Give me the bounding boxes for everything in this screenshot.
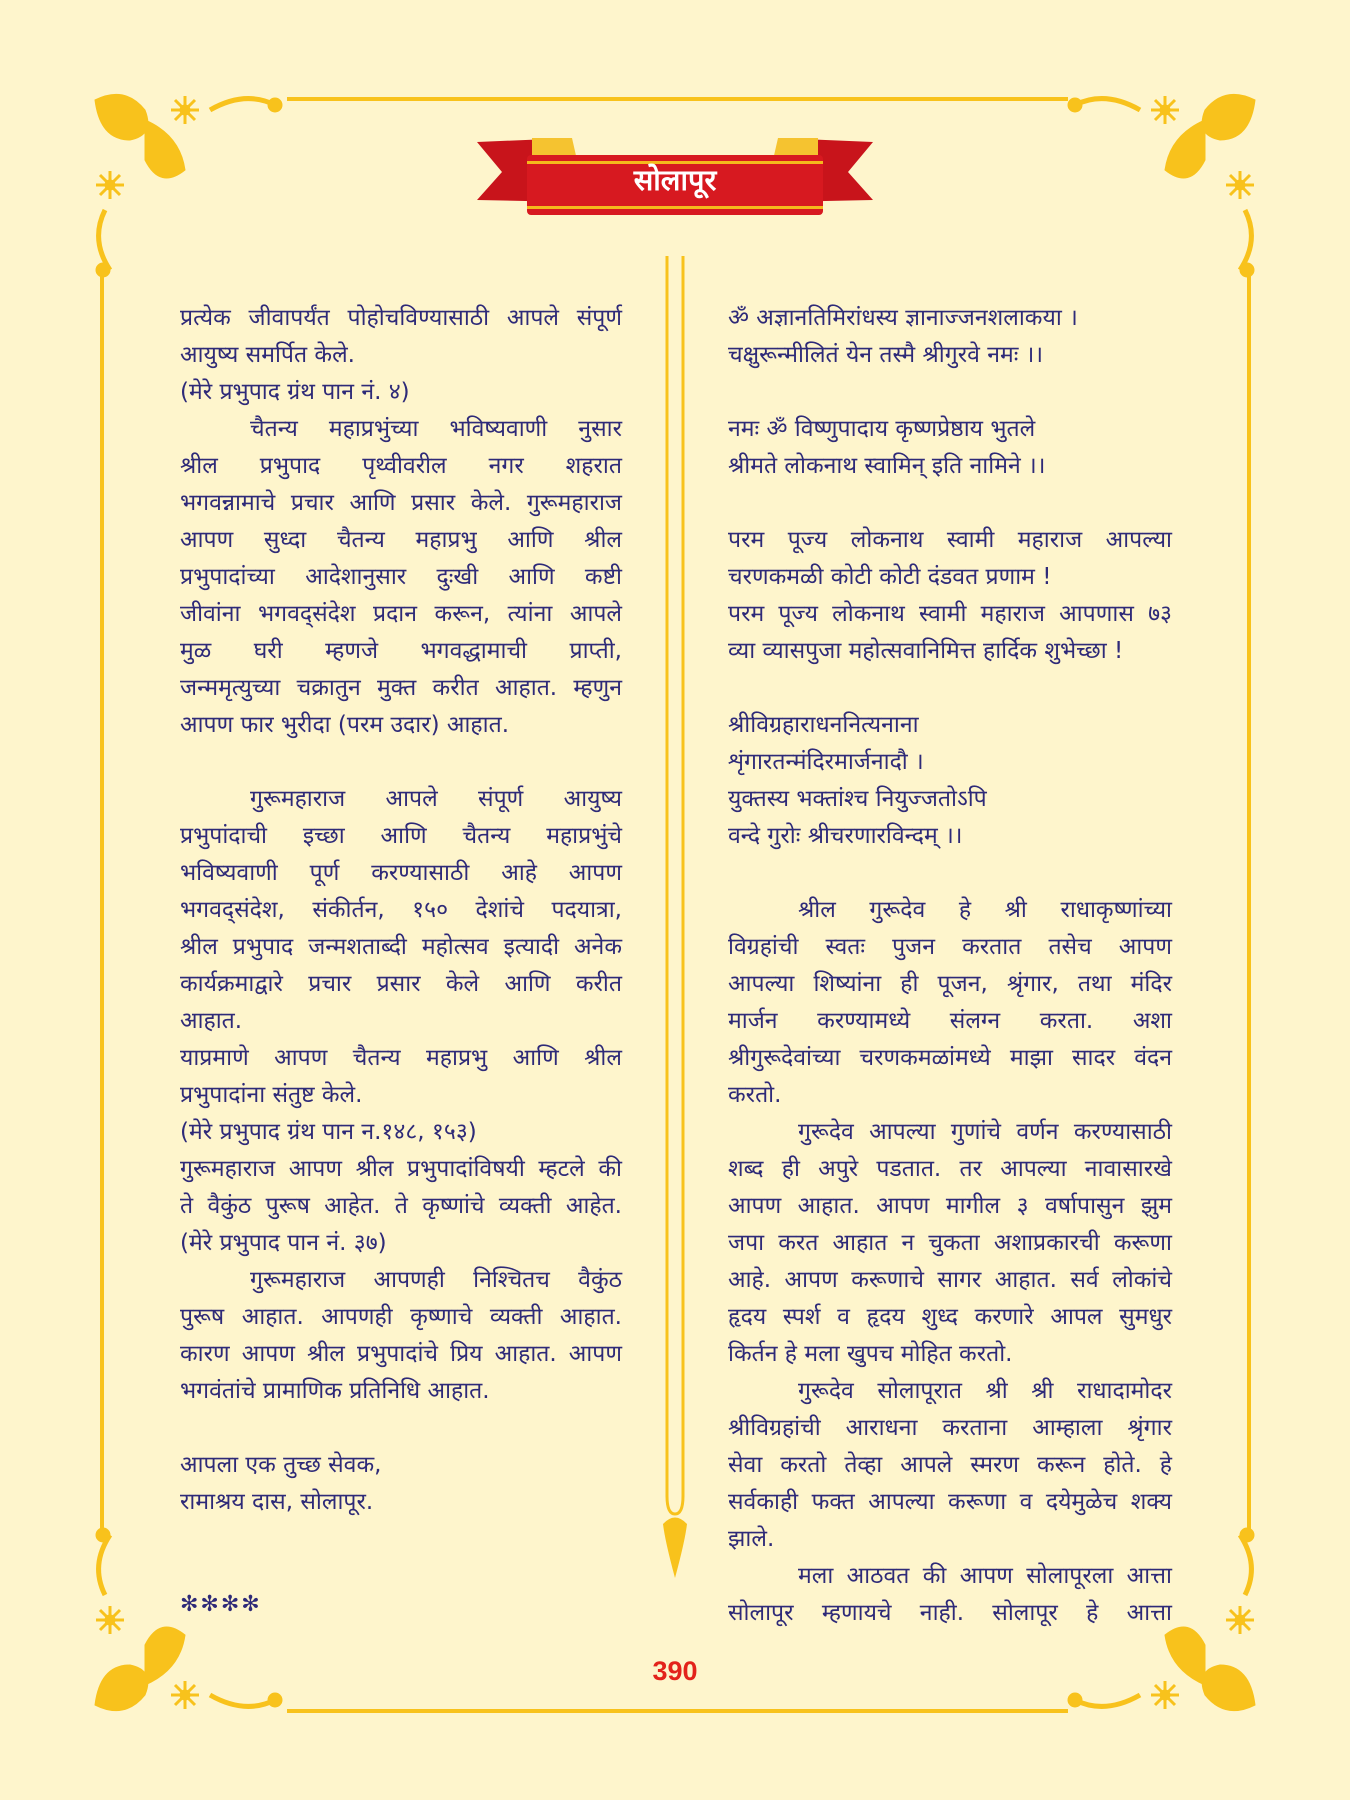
text-line: युक्तस्य भक्तांश्च नियुज्जतोऽपि xyxy=(728,786,987,812)
text-line: ॐ अज्ञानतिमिरांधस्य ज्ञानाज्जनशलाकया । xyxy=(728,305,1078,331)
border-bottom xyxy=(287,1709,1068,1713)
end-mark: ✻✻✻✻ xyxy=(180,1592,262,1617)
text-line: आपण आहात. आपण मागील ३ वर्षापासुन झुम xyxy=(728,1193,1172,1219)
text-line: हृदय स्पर्श व हृदय शुध्द करणारे आपल सुमधुर xyxy=(728,1304,1172,1330)
text-line: जन्ममृत्युच्या चक्रातुन मुक्त करीत आहात. म्हणुन xyxy=(180,675,622,701)
text-line: चरणकमळी कोटी कोटी दंडवत प्रणाम ! xyxy=(728,564,1052,590)
text-line: शब्द ही अपुरे पडतात. तर आपल्या नावासारखे xyxy=(728,1156,1172,1182)
text-line: भविष्यवाणी पूर्ण करण्यासाठी आहे आपण xyxy=(180,860,622,886)
text-line: मला आठवत की आपण सोलापूरला आत्ता xyxy=(798,1563,1172,1589)
text-line: श्रील प्रभुपाद पृथ्वीवरील नगर शहरात xyxy=(180,453,622,479)
text-line: व्या व्यासपुजा महोत्सवानिमित्त हार्दिक शुभेच्छा ! xyxy=(728,638,1124,664)
corner-ornament-top-right xyxy=(1045,80,1265,300)
blank-line xyxy=(728,485,1172,522)
blank-line xyxy=(728,670,1172,707)
text-line: परम पूज्य लोकनाथ स्वामी महाराज आपणास ७३ xyxy=(728,601,1172,627)
text-line: (मेरे प्रभुपाद ग्रंथ पान नं. ४) xyxy=(180,379,410,405)
text-line: भगवंतांचे प्रामाणिक प्रतिनिधि आहात. xyxy=(180,1378,490,1404)
text-line: ते वैकुंठ पुरूष आहेत. ते कृष्णांचे व्यक्ती आहेत. xyxy=(180,1193,622,1219)
text-line: गुरूमहाराज आपणही निश्चितच वैकुंठ xyxy=(250,1267,622,1293)
text-line: पुरूष आहात. आपणही कृष्णाचे व्यक्ती आहात. xyxy=(180,1304,622,1330)
left-column xyxy=(180,300,622,1521)
text-line: आपण फार भुरीदा (परम उदार) आहात. xyxy=(180,712,510,738)
text-line: याप्रमाणे आपण चैतन्य महाप्रभु आणि श्रील xyxy=(180,1045,622,1071)
right-column xyxy=(728,300,1172,1632)
text-line: भगवन्नामाचे प्रचार आणि प्रसार केले. गुरूमहाराज xyxy=(180,490,622,516)
text-line: श्रीविग्रहांची आराधना करताना आम्हाला श्रृंगार xyxy=(728,1415,1172,1441)
text-line: आपल्या शिष्यांना ही पूजन, श्रृंगार, तथा मंदिर xyxy=(728,971,1172,997)
banner-title: सोलापूर xyxy=(633,163,717,197)
blank-line xyxy=(180,1410,622,1447)
text-line: वन्दे गुरोः श्रीचरणारविन्दम् ।। xyxy=(728,823,963,849)
text-line: विग्रहांची स्वतः पुजन करतात तसेच आपण xyxy=(728,934,1172,960)
text-line: श्रील प्रभुपाद जन्मशताब्दी महोत्सव इत्यादी अनेक xyxy=(180,934,622,960)
text-line: आहे. आपण करूणाचे सागर आहात. सर्व लोकांचे xyxy=(728,1267,1172,1293)
column-divider xyxy=(655,256,695,1586)
text-line: सोलापूर म्हणायचे नाही. सोलापूर हे आत्ता xyxy=(728,1600,1172,1626)
text-line: कार्यक्रमाद्वारे प्रचार प्रसार केले आणि करीत xyxy=(180,971,622,997)
text-line: श्रील गुरूदेव हे श्री राधाकृष्णांच्या xyxy=(798,897,1172,923)
text-line: सेवा करतो तेव्हा आपले स्मरण करून होते. हे xyxy=(728,1452,1172,1478)
text-line: प्रभुपादांच्या आदेशानुसार दुःखी आणि कष्टी xyxy=(180,564,622,590)
border-left xyxy=(100,272,104,1534)
corner-ornament-top-left xyxy=(85,80,305,300)
text-line: प्रभुपादांना संतुष्ट केले. xyxy=(180,1082,363,1108)
text-line: आहात. xyxy=(180,1008,243,1034)
text-line: गुरूमहाराज आपले संपूर्ण आयुष्य xyxy=(250,786,622,812)
text-line: करतो. xyxy=(728,1082,782,1108)
page-number: 390 xyxy=(652,1656,698,1686)
text-line: प्रभुपांदाची इच्छा आणि चैतन्य महाप्रभुंचे xyxy=(180,823,622,849)
text-line: चक्षुरून्मीलितं येन तस्मै श्रीगुरवे नमः ।। xyxy=(728,342,1044,368)
text-line: श्रीमते लोकनाथ स्वामिन् इति नामिने ।। xyxy=(728,453,1046,479)
blank-line xyxy=(180,744,622,781)
text-line: आयुष्य समर्पित केले. xyxy=(180,342,355,368)
blank-line xyxy=(728,855,1172,892)
text-line: गुरूमहाराज आपण श्रील प्रभुपादांविषयी म्हटले की xyxy=(180,1156,622,1182)
text-line: सर्वकाही फक्त आपल्या करूणा व दयेमुळेच शक्य xyxy=(728,1489,1172,1515)
text-line: चैतन्य महाप्रभुंच्या भविष्यवाणी नुसार xyxy=(250,416,622,442)
text-line: परम पूज्य लोकनाथ स्वामी महाराज आपल्या xyxy=(728,527,1172,553)
text-line: भगवद्संदेश, संकीर्तन, १५० देशांचे पदयात्रा, xyxy=(180,897,622,923)
text-line: (मेरे प्रभुपाद पान नं. ३७) xyxy=(180,1230,387,1256)
border-top xyxy=(287,97,1068,101)
text-line: जीवांना भगवद्संदेश प्रदान करून, त्यांना आपले xyxy=(180,601,622,627)
text-line: गुरूदेव आपल्या गुणांचे वर्णन करण्यासाठी xyxy=(798,1119,1172,1145)
text-line: गुरूदेव सोलापूरात श्री श्री राधादामोदर xyxy=(798,1378,1172,1404)
text-line: मुळ घरी म्हणजे भगवद्धामाची प्राप्ती, xyxy=(180,638,622,664)
text-line: नमः ॐ विष्णुपादाय कृष्णप्रेष्ठाय भुतले xyxy=(728,416,1036,442)
text-line: किर्तन हे मला खुपच मोहित करतो. xyxy=(728,1341,1013,1367)
text-line: कारण आपण श्रील प्रभुपादांचे प्रिय आहात. आपण xyxy=(180,1341,622,1367)
text-line: आपला एक तुच्छ सेवक, xyxy=(180,1452,382,1478)
text-line: श्रीगुरूदेवांच्या चरणकमळांमध्ये माझा सादर वंदन xyxy=(728,1045,1172,1071)
text-line: शृंगारतन्मंदिरमार्जनादौ । xyxy=(728,749,924,775)
blank-line xyxy=(728,374,1172,411)
text-line: प्रत्येक जीवापर्यंत पोहोचविण्यासाठी आपले संपूर्ण xyxy=(180,305,622,331)
text-line: श्रीविग्रहाराधननित्यनाना xyxy=(728,712,919,738)
text-line: रामाश्रय दास, सोलापूर. xyxy=(180,1489,374,1515)
title-banner xyxy=(462,120,888,224)
border-right xyxy=(1247,272,1251,1534)
text-line: आपण सुध्दा चैतन्य महाप्रभु आणि श्रील xyxy=(180,527,622,553)
text-line: (मेरे प्रभुपाद ग्रंथ पान न.१४८, १५३) xyxy=(180,1119,477,1145)
text-line: मार्जन करण्यामध्ये संलग्न करता. अशा xyxy=(728,1008,1172,1034)
text-line: जपा करत आहात न चुकता अशाप्रकारची करूणा xyxy=(728,1230,1172,1256)
text-line: झाले. xyxy=(728,1526,775,1552)
